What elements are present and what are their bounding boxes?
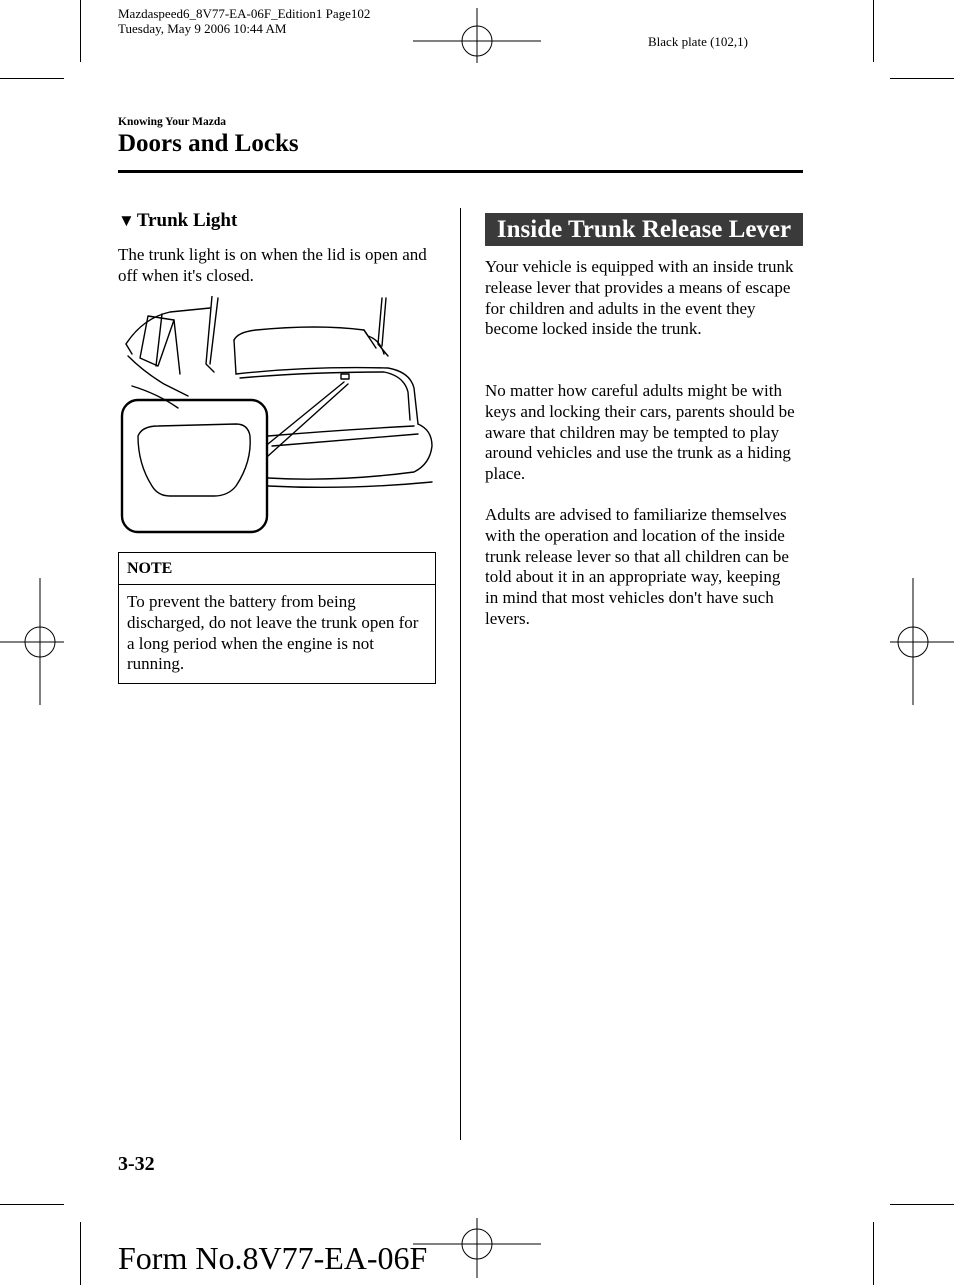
date-line: Tuesday, May 9 2006 10:44 AM: [118, 21, 287, 36]
file-line: Mazdaspeed6_8V77-EA-06F_Edition1 Page102: [118, 6, 371, 21]
trunk-light-paragraph: The trunk light is on when the lid is open and off when it's closed.: [118, 245, 427, 285]
column-divider: [460, 208, 461, 1140]
page-title: Doors and Locks: [118, 130, 299, 157]
note-heading: NOTE: [119, 553, 435, 585]
title-rule: [118, 170, 803, 173]
paragraph-3: Adults are advised to familiarize themselves with the operation and location of the inside trunk release lever so that all children can be told about it in an appropriate way, keeping in mind that most vehicles don't have such levers.: [485, 505, 789, 628]
page-number: 3-32: [118, 1153, 155, 1175]
form-number: Form No.8V77-EA-06F: [118, 1240, 428, 1276]
section-banner: Inside Trunk Release Lever: [485, 213, 803, 246]
paragraph-1: Your vehicle is equipped with an inside trunk release lever that provides a means of escape for children and adults in the event they become locked inside the trunk.: [485, 257, 794, 339]
subhead-text: Trunk Light: [136, 210, 238, 231]
note-box: [118, 552, 436, 684]
paragraph-2: No matter how careful adults might be with keys and locking their cars, parents should be aware that children may be tempted to play around vehicles and use the trunk as a hiding place.: [485, 381, 795, 484]
trunk-light-heading: [118, 210, 237, 232]
plate-label: Black plate (102,1): [648, 34, 748, 49]
section-label: Knowing Your Mazda: [118, 116, 226, 128]
triangle-marker-icon: ▼: [118, 211, 135, 230]
print-header: [118, 6, 370, 36]
trunk-light-illustration: [118, 296, 436, 536]
note-body: To prevent the battery from being discharged, do not leave the trunk open for a long period when the engine is not running.: [127, 592, 419, 674]
